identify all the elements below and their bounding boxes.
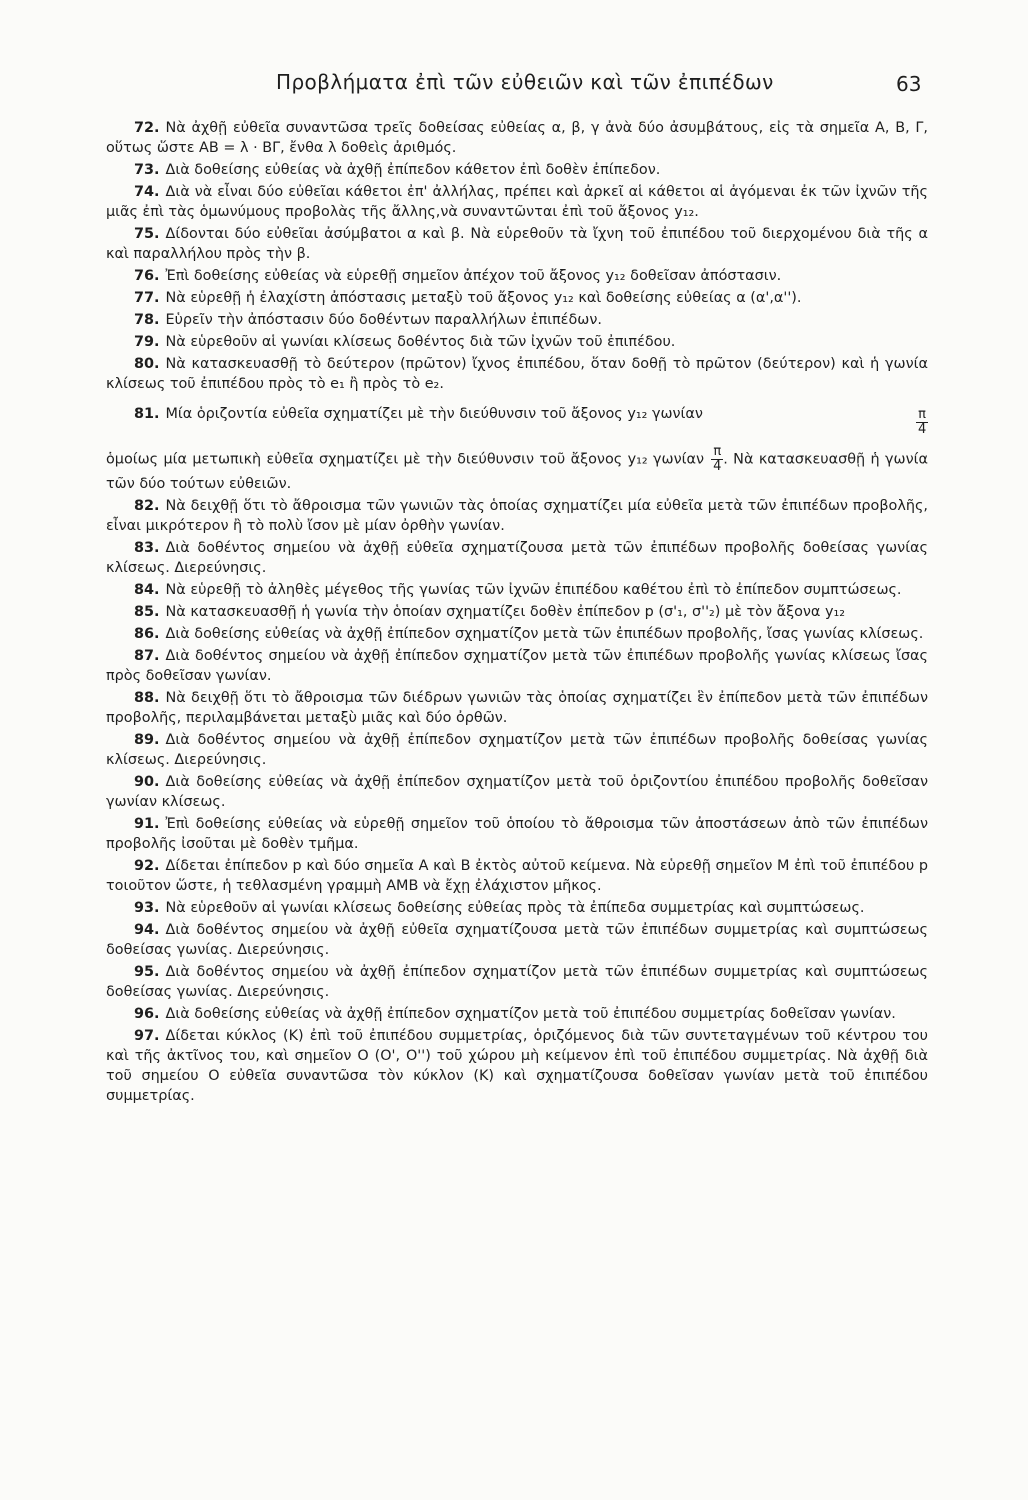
problem-item: [106, 730, 928, 770]
problem-number: 96.: [134, 1006, 160, 1022]
problem-item: [106, 856, 928, 896]
problem-text: Νὰ δειχθῇ ὅτι τὸ ἄθροισμα τῶν διέδρων γωνιῶν τὰς ὁποίας σχηματίζει ἓν ἐπίπεδον μετὰ τῶν ἐπιπέδων προβολῆς, περιλαμβάνεται μεταξὺ μιᾶς καὶ δύο ὀρθῶν.: [106, 690, 928, 726]
problem-text: Δίδεται ἐπίπεδον p καὶ δύο σημεῖα Α καὶ Β ἐκτὸς αὐτοῦ κείμενα. Νὰ εὑρεθῇ σημεῖον Μ ἐπὶ τοῦ ἐπιπέδου p τοιοῦτον ὥστε, ἡ τεθλασμένη γραμμὴ ΑΜΒ νὰ ἔχῃ ἐλάχιστον μῆκος.: [106, 858, 928, 894]
problem-81-line2-end: . Νὰ κατασκευασθῇ ἡ γωνία τῶν δύο τούτων εὐθειῶν.: [106, 451, 929, 492]
problem-number: 82.: [134, 498, 160, 514]
problem-item: [106, 354, 928, 394]
problem-item: [106, 160, 928, 180]
page-number: 63: [896, 72, 922, 96]
problem-text: Διὰ δοθέντος σημείου νὰ ἀχθῇ ἐπίπεδον σχηματίζον μετὰ τῶν ἐπιπέδων συμμετρίας καὶ συμπτώσεως δοθείσας γωνίας. Διερεύνησις.: [106, 964, 928, 1000]
problem-text: Δίδεται κύκλος (Κ) ἐπὶ τοῦ ἐπιπέδου συμμετρίας, ὁριζόμενος διὰ τῶν συντεταγμένων τοῦ κέντρου του καὶ τῆς ἀκτῖνος του, καὶ σημεῖον Ο (Ο', Ο'') τοῦ χώρου μὴ κείμενον ἐπὶ τοῦ ἐπιπέδου συμμετρίας. Νὰ ἀχθῇ διὰ τοῦ σημείου Ο εὐθεῖα συναντῶσα τὸν κύκλον (Κ) καὶ σχηματίζουσα δοθεῖσαν γωνίαν μετὰ τοῦ ἐπιπέδου συμμετρίας.: [106, 1028, 928, 1104]
problem-item: [106, 772, 928, 812]
problem-number: 93.: [134, 900, 160, 916]
problem-item: [106, 118, 928, 158]
problem-number: 88.: [134, 690, 160, 706]
problem-81-line2: ὁμοίως μία μετωπικὴ εὐθεῖα σχηματίζει μὲ τὴν διεύθυνσιν τοῦ ἄξονος y₁₂ γωνίαν: [106, 451, 705, 468]
problem-text: Ἐπὶ δοθείσης εὐθείας νὰ εὑρεθῇ σημεῖον ἀπέχον τοῦ ἄξονος y₁₂ δοθεῖσαν ἀπόστασιν.: [165, 268, 782, 284]
fraction-pi-over-4: [916, 408, 928, 437]
problem-text: Διὰ δοθείσης εὐθείας νὰ ἀχθῇ ἐπίπεδον σχηματίζον μετὰ τῶν ἐπιπέδων προβολῆς, ἴσας γωνίας κλίσεως.: [165, 626, 924, 642]
problem-item: [106, 646, 928, 686]
problem-number: 72.: [134, 120, 160, 136]
fraction-denominator: 4: [713, 459, 722, 474]
running-title: Προβλήματα ἐπὶ τῶν εὐθειῶν καὶ τῶν ἐπιπέδων: [276, 70, 774, 94]
problem-number: 78.: [134, 312, 160, 328]
problem-number: 76.: [134, 268, 160, 284]
problem-number: 81.: [134, 406, 160, 422]
problem-text: Διὰ δοθέντος σημείου νὰ ἀχθῇ εὐθεῖα σχηματίζουσα μετὰ τῶν ἐπιπέδων προβολῆς δοθείσας γωνίας κλίσεως. Διερεύνησις.: [106, 540, 928, 576]
problem-text: Νὰ κατασκευασθῇ τὸ δεύτερον (πρῶτον) ἴχνος ἐπιπέδου, ὅταν δοθῇ τὸ πρῶτον (δεύτερον) καὶ ἡ γωνία κλίσεως τοῦ ἐπιπέδου πρὸς τὸ e₁ ἢ πρὸς τὸ e₂.: [106, 356, 928, 392]
problem-text: Διὰ δοθέντος σημείου νὰ ἀχθῇ ἐπίπεδον σχηματίζον μετὰ τῶν ἐπιπέδων προβολῆς γωνίας κλίσεως ἴσας πρὸς δοθεῖσαν γωνίαν.: [106, 648, 928, 684]
problem-number: 73.: [134, 162, 160, 178]
problem-number: 74.: [134, 184, 160, 200]
problem-text: Νὰ εὑρεθοῦν αἱ γωνίαι κλίσεως δοθέντος διὰ τῶν ἰχνῶν τοῦ ἐπιπέδου.: [165, 334, 676, 350]
problem-number: 79.: [134, 334, 160, 350]
problem-item: [106, 814, 928, 854]
problem-text: Διὰ δοθείσης εὐθείας νὰ ἀχθῇ ἐπίπεδον σχηματίζον μετὰ τοῦ ἐπιπέδου συμμετρίας δοθεῖσαν γωνίαν.: [165, 1006, 896, 1022]
problem-number: 80.: [134, 356, 160, 372]
problem-number: 86.: [134, 626, 160, 642]
problem-text: Διὰ δοθείσης εὐθείας νὰ ἀχθῇ ἐπίπεδον σχηματίζον μετὰ τοῦ ὁριζοντίου ἐπιπέδου προβολῆς δοθεῖσαν γωνίαν κλίσεως.: [106, 774, 928, 810]
problem-number: 77.: [134, 290, 160, 306]
problem-number: 85.: [134, 604, 160, 620]
problem-text: Διὰ δοθείσης εὐθείας νὰ ἀχθῇ ἐπίπεδον κάθετον ἐπὶ δοθὲν ἐπίπεδον.: [165, 162, 661, 178]
problem-item: [106, 1026, 928, 1106]
problem-item: [106, 1004, 928, 1024]
problem-number: 92.: [134, 858, 160, 874]
problem-item: [106, 624, 928, 644]
problem-item: [106, 580, 928, 600]
problem-text: Νὰ κατασκευασθῇ ἡ γωνία τὴν ὁποίαν σχηματίζει δοθὲν ἐπίπεδον p (σ'₁, σ''₂) μὲ τὸν ἄξονα y₁₂: [165, 604, 846, 620]
problem-text: Διὰ νὰ εἶναι δύο εὐθεῖαι κάθετοι ἐπ' ἀλλήλας, πρέπει καὶ ἀρκεῖ αἱ κάθετοι αἱ ἀγόμεναι ἐκ τῶν ἰχνῶν τῆς μιᾶς ἐπὶ τὰς ὁμωνύμους προβολὰς τῆς ἄλλης,νὰ συναντῶνται ἐπὶ τοῦ ἄξονος y₁₂.: [106, 184, 928, 220]
problem-number: 83.: [134, 540, 160, 556]
problem-number: 75.: [134, 226, 160, 242]
fraction-numerator: π: [713, 444, 722, 459]
problems-72-80: [106, 118, 928, 394]
problem-item: [106, 224, 928, 264]
problem-81: [106, 404, 928, 494]
problem-text: Νὰ εὑρεθῇ ἡ ἐλαχίστη ἀπόστασις μεταξὺ τοῦ ἄξονος y₁₂ καὶ δοθείσης εὐθείας α (α',α'').: [165, 290, 802, 306]
problem-item: [106, 288, 928, 308]
problem-item: [106, 962, 928, 1002]
problems-82-97: [106, 496, 928, 1106]
problem-81-second-line: [106, 445, 928, 494]
problem-81-first-line: [106, 404, 928, 437]
problem-item: [106, 898, 928, 918]
problem-item: [106, 310, 928, 330]
problem-text: Νὰ εὑρεθῇ τὸ ἀληθὲς μέγεθος τῆς γωνίας τῶν ἰχνῶν ἐπιπέδου καθέτου ἐπὶ τὸ ἐπίπεδον συμπτώσεως.: [165, 582, 902, 598]
problem-number: 90.: [134, 774, 160, 790]
problem-item: [106, 182, 928, 222]
problem-text: Νὰ δειχθῇ ὅτι τὸ ἄθροισμα τῶν γωνιῶν τὰς ὁποίας σχηματίζει μία εὐθεῖα μετὰ τῶν ἐπιπέδων προβολῆς, εἶναι μικρότερον ἢ τὸ πολὺ ἴσον μὲ μίαν ὀρθὴν γωνίαν.: [106, 498, 928, 534]
problem-item: [106, 688, 928, 728]
fraction-numerator: π: [918, 407, 926, 422]
problem-list: [106, 118, 928, 1108]
problem-number: 89.: [134, 732, 160, 748]
problem-item: [106, 920, 928, 960]
problem-text: Διὰ δοθέντος σημείου νὰ ἀχθῇ ἐπίπεδον σχηματίζον μετὰ τῶν ἐπιπέδων προβολῆς δοθείσας γωνίας κλίσεως. Διερεύνησις.: [106, 732, 928, 768]
problem-text: Δίδονται δύο εὐθεῖαι ἀσύμβατοι α καὶ β. Νὰ εὑρεθοῦν τὰ ἴχνη τοῦ ἐπιπέδου τοῦ διερχομένου διὰ τῆς α καὶ παραλλήλου πρὸς τὴν β.: [106, 226, 928, 262]
problem-item: [106, 496, 928, 536]
problem-item: [106, 332, 928, 352]
page-header: [0, 66, 1028, 100]
problem-text: Ἐπὶ δοθείσης εὐθείας νὰ εὑρεθῇ σημεῖον τοῦ ὁποίου τὸ ἄθροισμα τῶν ἀποστάσεων ἀπὸ τῶν ἐπιπέδων προβολῆς ἰσοῦται μὲ δοθὲν τμῆμα.: [106, 816, 928, 852]
problem-number: 94.: [134, 922, 160, 938]
problem-number: 84.: [134, 582, 160, 598]
problem-number: 95.: [134, 964, 160, 980]
problem-text: Διὰ δοθέντος σημείου νὰ ἀχθῇ εὐθεῖα σχηματίζουσα μετὰ τῶν ἐπιπέδων συμμετρίας καὶ συμπτώσεως δοθείσας γωνίας. Διερεύνησις.: [106, 922, 928, 958]
problem-item: [106, 602, 928, 622]
problem-number: 97.: [134, 1028, 160, 1044]
problem-text: Νὰ εὑρεθοῦν αἱ γωνίαι κλίσεως δοθείσης εὐθείας πρὸς τὰ ἐπίπεδα συμμετρίας καὶ συμπτώσεως.: [165, 900, 865, 916]
problem-item: [106, 266, 928, 286]
problem-number: 87.: [134, 648, 160, 664]
problem-81-line1: Μία ὁριζοντία εὐθεῖα σχηματίζει μὲ τὴν διεύθυνσιν τοῦ ἄξονος y₁₂ γωνίαν: [165, 406, 703, 422]
problem-number: 91.: [134, 816, 160, 832]
fraction-pi-over-4: [711, 445, 723, 474]
problem-text: Νὰ ἀχθῇ εὐθεῖα συναντῶσα τρεῖς δοθείσας εὐθείας α, β, γ ἀνὰ δύο ἀσυμβάτους, εἰς τὰ σημεῖα Α, Β, Γ, οὕτως ὥστε ΑΒ = λ · ΒΓ, ἔνθα λ δοθεὶς ἀριθμός.: [106, 120, 928, 156]
problem-text: Εὑρεῖν τὴν ἀπόστασιν δύο δοθέντων παραλλήλων ἐπιπέδων.: [165, 312, 602, 328]
fraction-denominator: 4: [917, 422, 927, 437]
problem-item: [106, 538, 928, 578]
